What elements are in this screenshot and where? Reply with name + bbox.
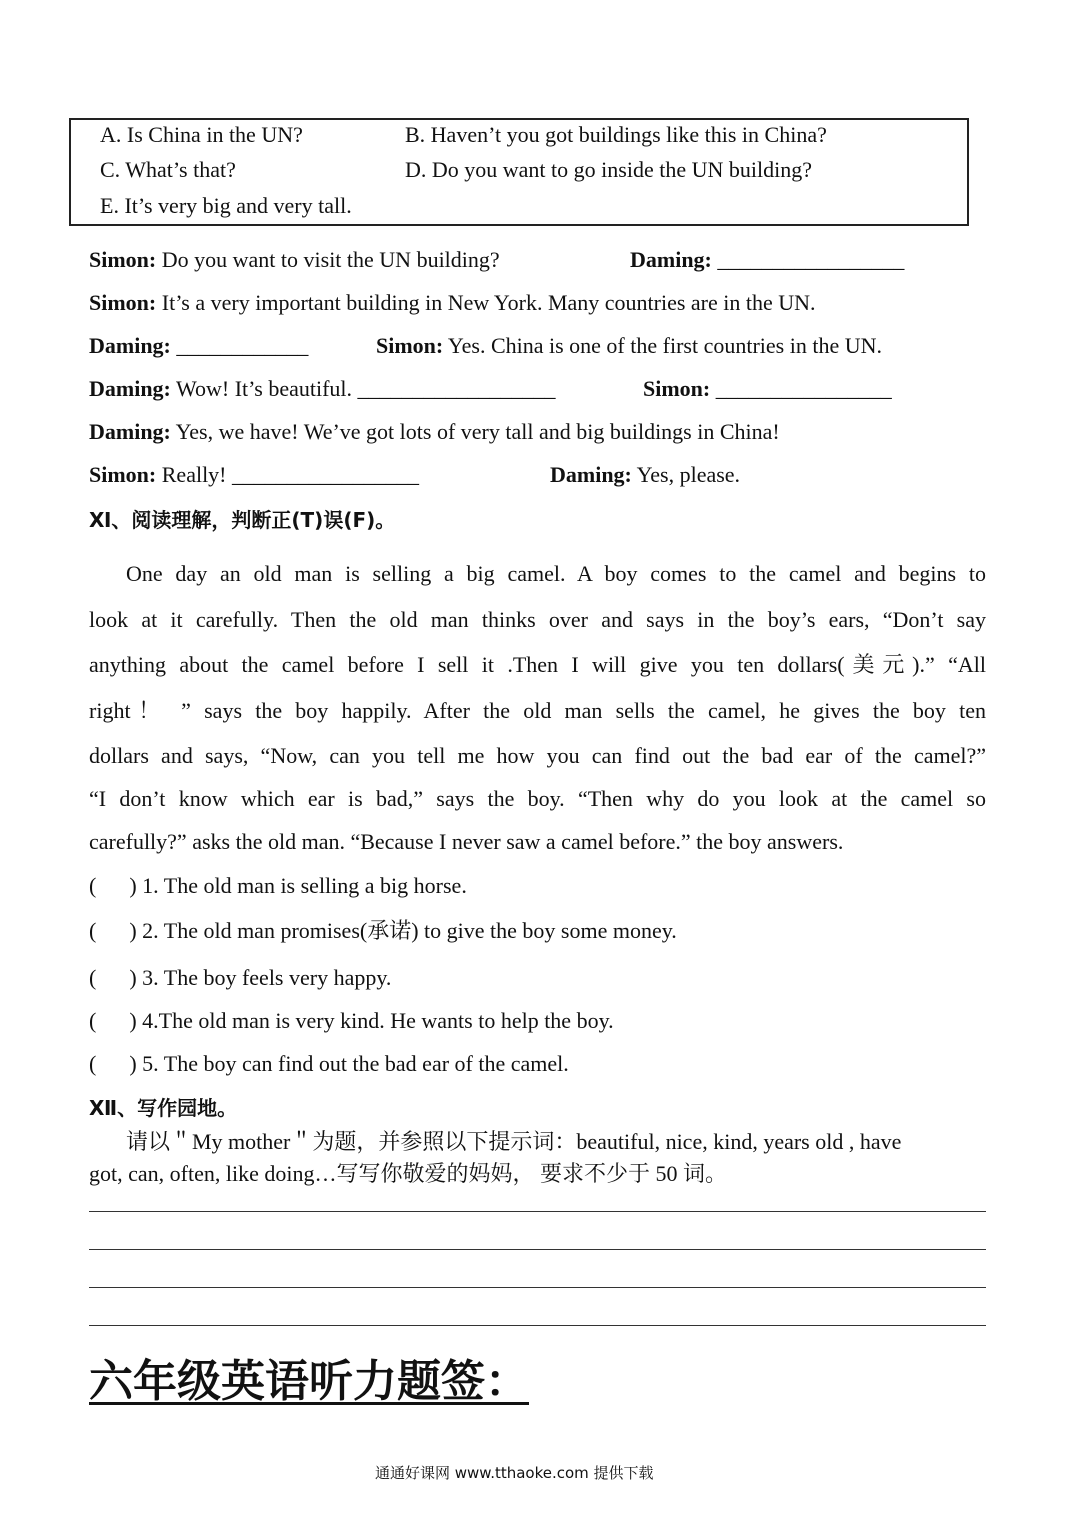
speaker-daming: Daming:	[89, 419, 171, 444]
dialogue-text: Yes, please.	[631, 462, 741, 487]
dialogue-text: Do you want to visit the UN building?	[156, 247, 500, 272]
dialogue-line-6	[89, 462, 419, 488]
passage-line: right！ ” says the boy happily. After the old man sells the camel, he gives the boy ten	[89, 697, 986, 723]
writing-line[interactable]	[89, 1211, 986, 1212]
dialogue-line-3	[89, 333, 308, 359]
speaker-simon: Simon:	[89, 247, 157, 272]
dialogue-line-2	[89, 290, 816, 316]
passage-line: look at it carefully. Then the old man thinks over and says in the boy’s ears, “Don’t say	[89, 606, 986, 632]
passage-line: carefully?” asks the old man. “Because I never saw a camel before.” the boy answers.	[89, 829, 844, 854]
passage-line: One day an old man is selling a big camel. A boy comes to the camel and begins to	[126, 561, 986, 586]
section-11-heading: Ⅺ、阅读理解，判断正(T)误(F)。	[89, 508, 396, 532]
speaker-daming: Daming:	[630, 247, 712, 272]
page-footer: 通通好课网 www.tthaoke.com 提供下载	[375, 1464, 654, 1482]
speaker-simon: Simon:	[89, 462, 157, 487]
dialogue-text: It’s a very important building in New York. Many countries are in the UN.	[156, 290, 816, 315]
writing-prompt-line-1: 请以＂My mother＂为题，并参照以下提示词：beautiful, nice, kind, years old , have	[126, 1129, 902, 1154]
dialogue-line-6b	[550, 462, 740, 488]
question-1[interactable]: ( ) 1. The old man is selling a big horse.	[89, 873, 467, 898]
answer-blank[interactable]: _________________	[711, 247, 905, 272]
dialogue-line-4b	[643, 376, 892, 402]
option-a: A. Is China in the UN?	[100, 122, 303, 147]
section-12-heading: Ⅻ、写作园地。	[89, 1096, 238, 1120]
option-b: B. Haven’t you got buildings like this in China?	[405, 122, 827, 147]
dialogue-line-5	[89, 419, 780, 445]
option-e: E. It’s very big and very tall.	[100, 193, 352, 218]
dialogue-line-4	[89, 376, 556, 402]
speaker-daming: Daming:	[550, 462, 632, 487]
passage-line: dollars and says, “Now, can you tell me how you can find out the bad ear of the camel?”	[89, 743, 986, 768]
dialogue-text: Really! _________________	[156, 462, 420, 487]
answer-blank[interactable]: ________________	[710, 376, 892, 401]
writing-line[interactable]	[89, 1287, 986, 1288]
passage-line: anything about the camel before I sell it .Then I will give you ten dollars(美元).” “All	[89, 652, 986, 677]
option-c: C. What’s that?	[100, 157, 236, 182]
speaker-simon: Simon:	[643, 376, 711, 401]
question-5[interactable]: ( ) 5. The boy can find out the bad ear of the camel.	[89, 1051, 569, 1076]
speaker-daming: Daming:	[89, 376, 171, 401]
dialogue-line-1	[89, 247, 500, 273]
dialogue-text: Yes. China is one of the first countries in the UN.	[443, 333, 882, 358]
question-4[interactable]: ( ) 4.The old man is very kind. He wants to help the boy.	[89, 1008, 614, 1033]
dialogue-text: Wow! It’s beautiful. __________________	[170, 376, 556, 401]
option-d: D. Do you want to go inside the UN building?	[405, 157, 812, 182]
dialogue-line-3b	[376, 333, 882, 359]
writing-prompt-line-2: got, can, often, like doing…写写你敬爱的妈妈， 要求不少于 50 词。	[89, 1161, 727, 1186]
listening-title: 六年级英语听力题签：	[89, 1356, 529, 1407]
speaker-daming: Daming:	[89, 333, 171, 358]
dialogue-line-1b	[630, 247, 904, 273]
answer-blank[interactable]: ____________	[170, 333, 309, 358]
dialogue-text: Yes, we have! We’ve got lots of very tall and big buildings in China!	[170, 419, 780, 444]
speaker-simon: Simon:	[376, 333, 444, 358]
passage-line: “I don’t know which ear is bad,” says the boy. “Then why do you look at the camel so	[89, 786, 986, 811]
question-3[interactable]: ( ) 3. The boy feels very happy.	[89, 965, 392, 990]
question-2[interactable]: ( ) 2. The old man promises(承诺) to give the boy some money.	[89, 918, 677, 943]
reading-passage	[89, 559, 986, 873]
speaker-simon: Simon:	[89, 290, 157, 315]
writing-line[interactable]	[89, 1325, 986, 1326]
writing-line[interactable]	[89, 1249, 986, 1250]
